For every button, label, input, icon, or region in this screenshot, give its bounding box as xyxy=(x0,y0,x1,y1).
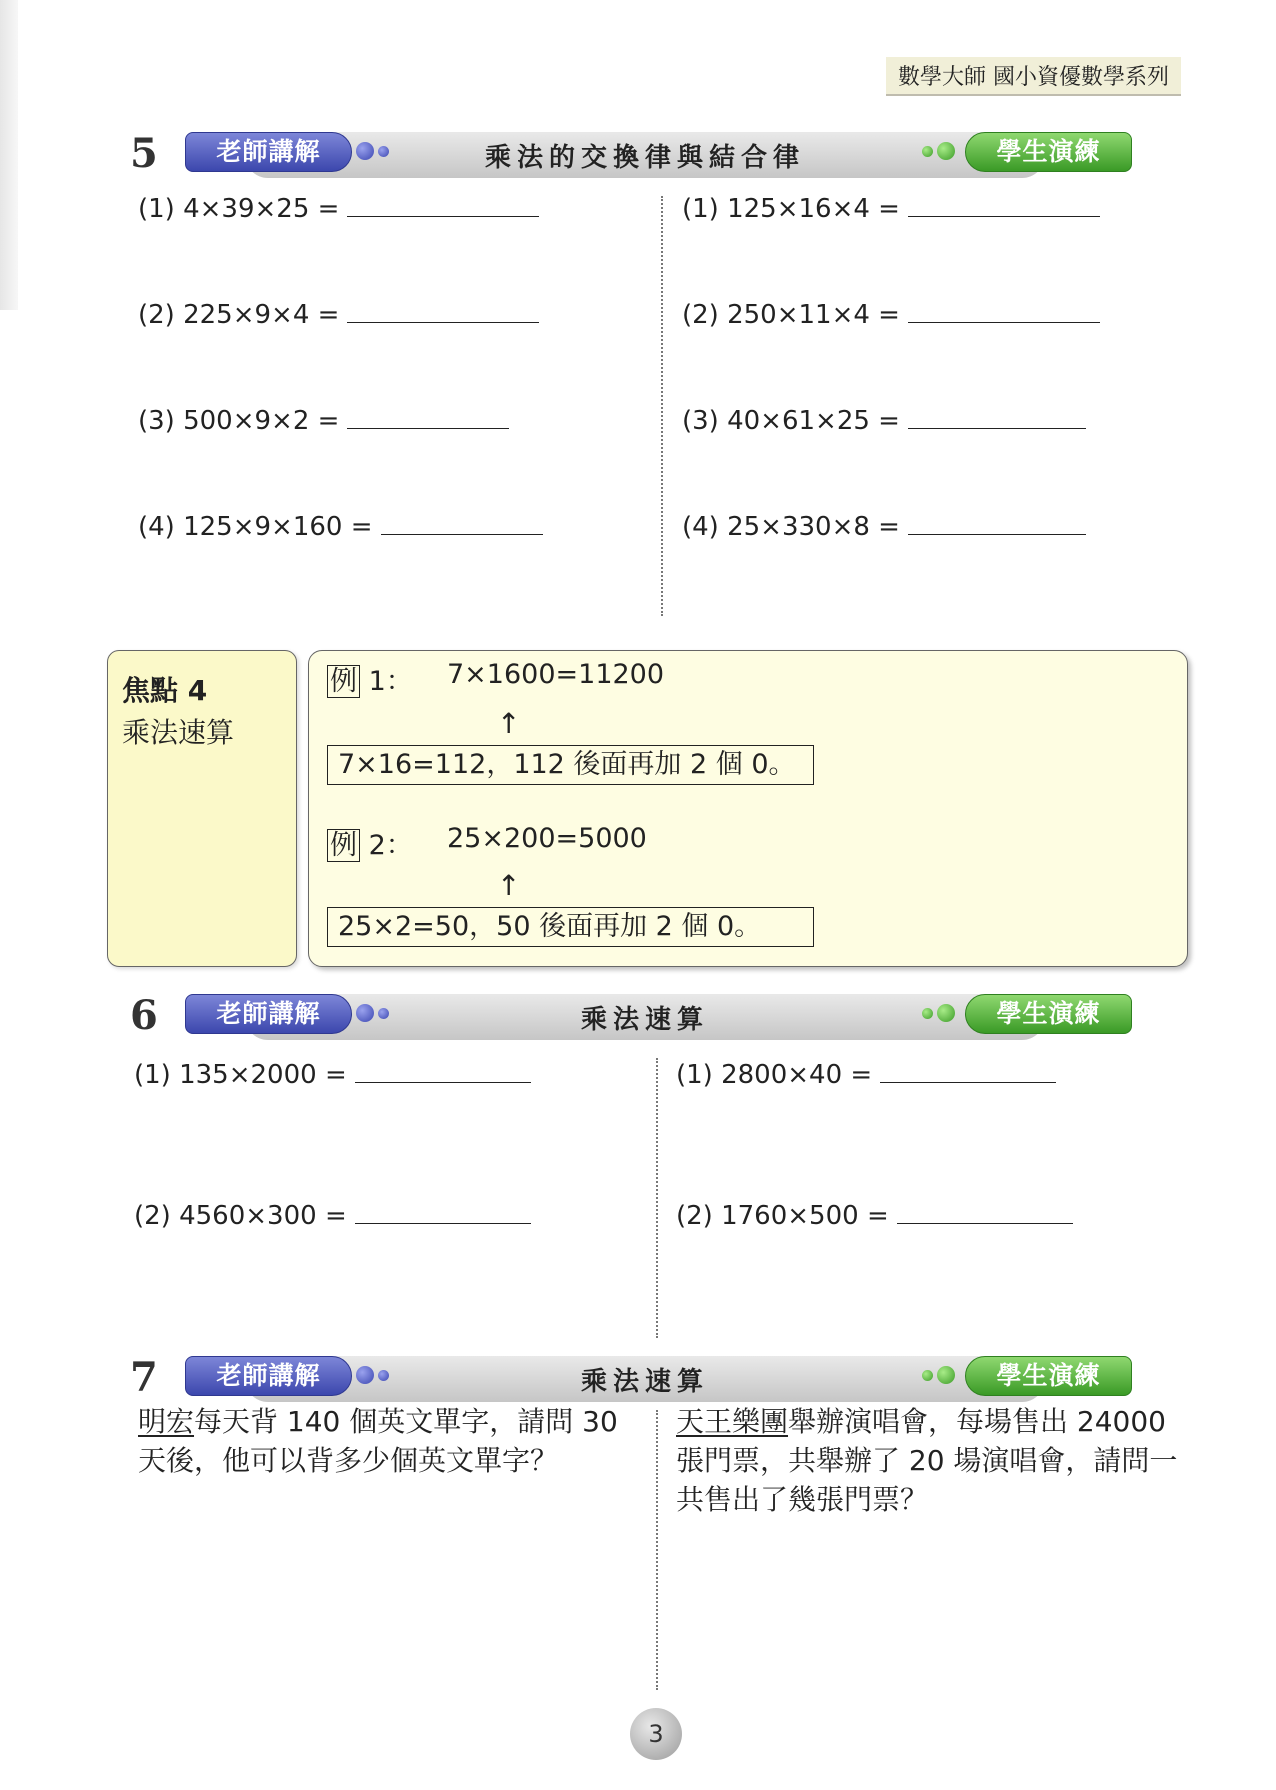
green-dot-icon xyxy=(922,1008,933,1019)
student-label: 學生演練 xyxy=(965,132,1132,172)
example-label: 2： xyxy=(368,830,413,861)
teacher-label: 老師講解 xyxy=(185,1356,352,1396)
section-number: 6 xyxy=(130,992,158,1039)
example-box xyxy=(308,650,1188,967)
section-title: 乘法速算 xyxy=(580,1005,709,1035)
example-tag: 例 xyxy=(327,665,360,698)
student-label: 學生演練 xyxy=(965,994,1132,1034)
answer-blank[interactable] xyxy=(347,190,539,217)
section-title: 乘法速算 xyxy=(580,1367,709,1397)
section-number: 5 xyxy=(130,130,158,177)
example-1-equation: 7×1600=11200 xyxy=(447,659,665,690)
example-1-note: 7×16=112，112 後面再加 2 個 0。 xyxy=(327,745,814,785)
answer-blank[interactable] xyxy=(381,508,543,535)
problem: (3) 40×61×25 = xyxy=(682,402,1086,436)
answer-blank[interactable] xyxy=(355,1056,531,1083)
section-number: 7 xyxy=(130,1354,158,1401)
answer-blank[interactable] xyxy=(908,190,1100,217)
column-divider xyxy=(656,1410,658,1690)
section-7-header xyxy=(130,1352,1130,1402)
example-tag: 例 xyxy=(327,829,360,862)
teacher-label: 老師講解 xyxy=(185,132,352,172)
problem: (2) 4560×300 = xyxy=(134,1197,531,1231)
series-title: 數學大師 國小資優數學系列 xyxy=(886,57,1181,96)
page-number: 3 xyxy=(630,1708,682,1760)
example-1-line xyxy=(327,659,413,698)
answer-blank[interactable] xyxy=(880,1056,1056,1083)
student-label: 學生演練 xyxy=(965,1356,1132,1396)
problem: (4) 125×9×160 = xyxy=(138,508,543,542)
green-dot-icon xyxy=(937,1366,955,1384)
answer-blank[interactable] xyxy=(347,296,539,323)
green-dot-icon xyxy=(922,146,933,157)
green-dot-icon xyxy=(937,142,955,160)
answer-blank[interactable] xyxy=(347,402,509,429)
word-problem-right: 天王樂團舉辦演唱會，每場售出 24000 張門票，共舉辦了 20 場演唱會，請問一 共售出了幾張門票？ xyxy=(676,1405,1178,1516)
green-dot-icon xyxy=(937,1004,955,1022)
example-2-line xyxy=(327,823,413,862)
problem: (2) 250×11×4 = xyxy=(682,296,1100,330)
section-6-header xyxy=(130,990,1130,1040)
focus-subtitle: 乘法速算 xyxy=(122,716,235,749)
section-5-header xyxy=(130,128,1130,178)
section-title: 乘法的交換律與結合律 xyxy=(484,143,805,173)
problem: (2) 1760×500 = xyxy=(676,1197,1073,1231)
problem: (3) 500×9×2 = xyxy=(138,402,509,436)
section-6 xyxy=(130,990,1130,1040)
answer-blank[interactable] xyxy=(908,402,1086,429)
answer-blank[interactable] xyxy=(908,508,1086,535)
answer-blank[interactable] xyxy=(897,1197,1073,1224)
problem: (1) 2800×40 = xyxy=(676,1056,1056,1090)
example-2-equation: 25×200=5000 xyxy=(447,823,647,854)
section-5 xyxy=(130,128,1130,178)
section-7 xyxy=(130,1352,1130,1402)
person-name: 明宏 xyxy=(138,1405,195,1438)
word-problem-left: 明宏每天背 140 個英文單字，請問 30 天後，他可以背多少個英文單字？ xyxy=(138,1405,618,1477)
column-divider xyxy=(656,1058,658,1338)
teacher-label: 老師講解 xyxy=(185,994,352,1034)
side-strip xyxy=(0,0,18,310)
column-divider xyxy=(661,196,663,616)
example-label: 1： xyxy=(368,666,413,697)
problem: (1) 135×2000 = xyxy=(134,1056,531,1090)
problem: (4) 25×330×8 = xyxy=(682,508,1086,542)
green-dot-icon xyxy=(922,1370,933,1381)
problem: (1) 4×39×25 = xyxy=(138,190,539,224)
answer-blank[interactable] xyxy=(908,296,1100,323)
problem: (2) 225×9×4 = xyxy=(138,296,539,330)
band-name: 天王樂團 xyxy=(676,1405,789,1438)
focus-title: 焦點 4 xyxy=(122,674,208,707)
example-2-note: 25×2=50，50 後面再加 2 個 0。 xyxy=(327,907,814,947)
answer-blank[interactable] xyxy=(355,1197,531,1224)
up-arrow-icon: ↑ xyxy=(497,869,521,902)
problem: (1) 125×16×4 = xyxy=(682,190,1100,224)
focus-box xyxy=(107,650,297,967)
up-arrow-icon: ↑ xyxy=(497,707,521,740)
